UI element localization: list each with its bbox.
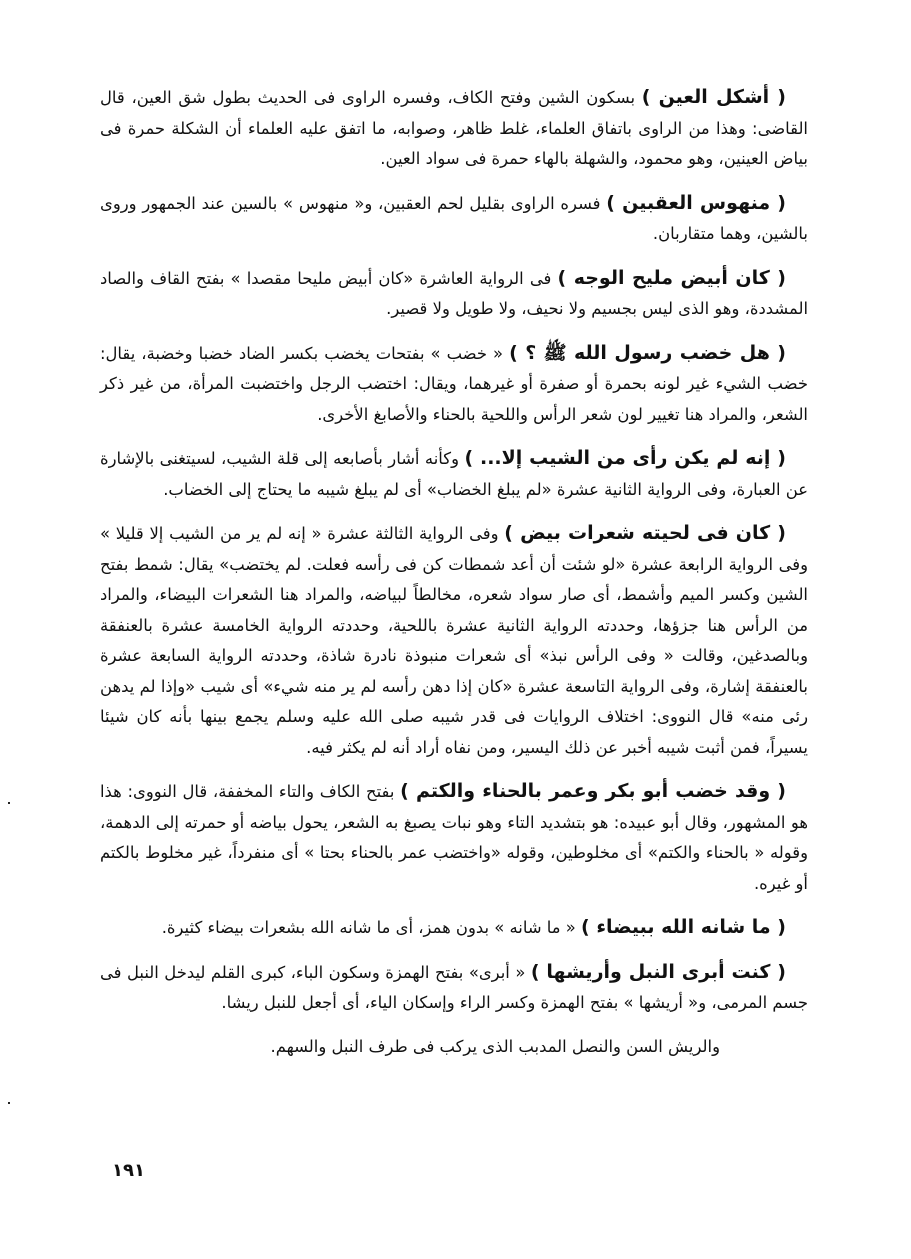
scan-speck bbox=[8, 1102, 10, 1104]
scan-speck bbox=[8, 802, 10, 804]
entry-lemma: ( كان فى لحيته شعرات بيض ) bbox=[504, 522, 786, 544]
entry-lemma: ( أشكل العين ) bbox=[641, 86, 786, 108]
glossary-entry bbox=[100, 188, 808, 250]
entry-text: فسره الراوى بقليل لحم العقبين، و« منهوس » بالسين عند الجمهور وروى بالشين، وهما متقاربان. bbox=[100, 193, 808, 243]
entry-text: بسكون الشين وفتح الكاف، وفسره الراوى فى الحديث بطول شق العين، قال القاضى: وهذا من الراوى باتفاق العلماء، غلط ظاهر، وصوابه، ما اتفق عليه العلماء أن الشكلة حمرة فى بياض العينين، وهو محمود، والشهلة بالهاء حمرة فى سواد العين. bbox=[100, 88, 808, 168]
entry-lemma: ( ما شانه الله ببيضاء ) bbox=[581, 916, 786, 938]
entry-text: « خضب » بفتحات يخضب بكسر الضاد خضبا وخضبة، يقال: خضب الشيء غير لونه بحمرة أو صفرة أو غيرهما، ويقال: اختضب الرجل واختضبت المرأة، من غير ذكر الشعر، والمراد هنا تغيير لون شعر الرأس واللحية بالحناء والأصابغ الأخرى. bbox=[100, 343, 808, 424]
glossary-entry bbox=[100, 82, 808, 175]
glossary-entry bbox=[100, 957, 808, 1019]
glossary-entry bbox=[100, 912, 808, 944]
glossary-entry bbox=[100, 263, 808, 325]
glossary-entry bbox=[100, 443, 808, 505]
glossary-entry bbox=[100, 776, 808, 899]
closing-line: والريش السن والنصل المدبب الذى يركب فى طرف النبل والسهم. bbox=[270, 1036, 720, 1056]
entry-text: فى الرواية العاشرة «كان أبيض مليحا مقصدا » بفتح القاف والصاد المشددة، وهو الذى ليس بجسيم ولا نحيف، ولا طويل ولا قصير. bbox=[100, 268, 808, 318]
page-number: ١٩١ bbox=[112, 1160, 145, 1181]
entry-lemma: ( هل خضب رسول الله ﷺ ؟ ) bbox=[509, 341, 786, 364]
entry-text: وكأنه أشار بأصابعه إلى قلة الشيب، لسيتغنى بالإشارة عن العبارة، وفى الرواية الثانية عشرة «لم يبلغ الخضاب» أى لم يبلغ شيبه ما يحتاج إلى الخضاب. bbox=[100, 449, 808, 499]
entry-lemma: ( منهوس العقبين ) bbox=[606, 191, 786, 214]
entry-lemma: ( كنت أبرى النبل وأريشها ) bbox=[530, 960, 786, 983]
document-page bbox=[100, 82, 808, 1075]
entry-text: بفتح الكاف والتاء المخففة، قال النووى: هذا هو المشهور، وقال أبو عبيده: هو بتشديد التاء وهو نبات يصبغ به الشعر، يحول بياضه أو حمرته إلى الدهمة، وقوله « بالحناء والكتم» أى مخلوطين، وقوله «واختضب عمر بالحناء بحتا » أى منفرداً، غير مخلوط بالكتم أو غيره. bbox=[100, 782, 808, 893]
glossary-entry bbox=[100, 338, 808, 431]
entry-lemma: ( وقد خضب أبو بكر وعمر بالحناء والكتم ) bbox=[400, 780, 786, 802]
entry-lemma: ( كان أبيض مليح الوجه ) bbox=[557, 266, 786, 289]
entry-lemma: ( إنه لم يكن رأى من الشيب إلا... ) bbox=[464, 447, 786, 469]
entry-text: « أبرى» بفتح الهمزة وسكون الباء، كبرى القلم ليدخل النبل فى جسم المرمى، و« أريشها » بفتح الهمزة وكسر الراء وإسكان الياء، أى أجعل للنبل ريشا. bbox=[100, 962, 808, 1012]
entry-text: وفى الرواية الثالثة عشرة « إنه لم ير من الشيب إلا قليلا » وفى الرواية الرابعة عشرة «لو شئت أن أعد شمطات كن فى رأسه فعلت. لم يختضب» يقال: شمط بفتح الشين وكسر الميم وأشمط، أى صار سواد شعره، مخالطاً لبياضه، والمراد هنا الشعرات البيضاء، والمراد من الرأس هنا جزؤها، وحددته الرواية الثانية عشرة باللحية، وحددته الرواية الخامسة عشرة بالعنفقة وبالصدغين، وقالت « وفى الرأس نبذ» أى شعرات منبوذة نادرة شاذة، وحددته الرواية السابعة عشرة بالعنفقة إشارة، وفى الرواية التاسعة عشرة «كان إذا دهن رأسه لم ير منه شيء» أى شيب «وإذا لم يدهن رئى منه» قال النووى: اختلاف الروايات فى قدر شيبه صلى الله عليه وسلم يجمع بينها بأنه كان شيئا يسيراً، فمن أثبت شيبه أخبر عن ذلك اليسير، ومن نفاه أراد أنه لم يكثر فيه. bbox=[100, 524, 808, 757]
entry-text: « ما شانه » بدون همز، أى ما شانه الله بشعرات بيضاء كثيرة. bbox=[161, 918, 576, 937]
glossary-entry bbox=[100, 518, 808, 763]
